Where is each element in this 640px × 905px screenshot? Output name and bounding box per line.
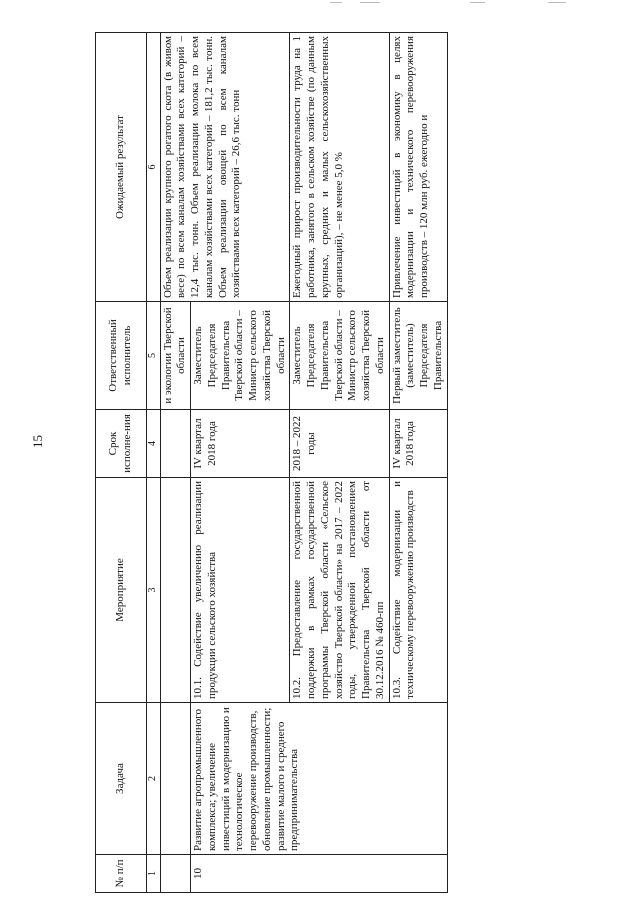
column-index: 3 [147, 478, 161, 703]
term-cell: IV квартал 2018 года [389, 410, 447, 478]
column-index: 4 [147, 410, 161, 478]
column-index: 6 [147, 33, 161, 302]
header-number: № п/п [96, 855, 147, 893]
header-task: Задача [96, 703, 147, 855]
term-cell: 2018 – 2022 годы [290, 410, 389, 478]
header-result: Ожидаемый результат [96, 33, 147, 302]
executor-cell: Заместитель Председателя Правительства Тверской области – Министр сельского хозяйства Тверской области [290, 302, 389, 410]
task-cell: Развитие агропромышленного комплекса; увеличение инвестиций в модернизацию и технологическое перевооружение производств, обновление промышленности; развитие малого и среднего предпринимательства [191, 703, 448, 855]
column-index-row [147, 33, 161, 893]
continued-result: Объем реализации крупного рогатого скота (в живом весе) по всем каналам хозяйствами всех категорий – 12,4 тыс. тонн. Объем реализации молока по всем каналам хозяйствами всех категорий – 181,2 тыс. тонн. Объем реализации овощей по всем каналам хозяйствами всех категорий – 26,6 тыс. тонн [160, 33, 290, 302]
executor-cell: Первый заместитель (заместитель) Председателя Правительства [389, 302, 447, 410]
header-row [96, 33, 147, 893]
activity-cell: 10.1. Содействие увеличению реализации продукции сельского хозяйства [191, 478, 290, 703]
action-plan-table [95, 32, 448, 893]
activity-cell: 10.2. Предоставление государственной поддержки в рамках государственной программы Тверской области «Сельское хозяйство Тверской области» на 2017 – 2022 годы, утвержденной постановлением Правительства Тверской области от 30.12.2016 № 460-пп [290, 478, 389, 703]
column-index: 1 [147, 855, 161, 893]
column-index: 5 [147, 302, 161, 410]
executor-cell: Заместитель Председателя Правительства Тверской области – Министр сельского хозяйства Тверской области [191, 302, 290, 410]
header-executor: Ответственный исполнитель [96, 302, 147, 410]
header-activity: Мероприятие [96, 478, 147, 703]
row-number: 10 [191, 855, 448, 893]
continued-executor: и экологии Тверской области [160, 302, 191, 410]
continued-row [160, 33, 191, 893]
result-cell: Ежегодный прирост производительности труда на 1 работника, занятого в сельском хозяйстве (по данным крупных, средних и малых сельскохозяйственных организаций), – не менее 5,0 % [290, 33, 389, 302]
rotated-table-container [95, 33, 535, 893]
term-cell: IV квартал 2018 года [191, 410, 290, 478]
activity-cell: 10.3. Содействие модернизации и техническому перевооружению производств [389, 478, 447, 703]
top-edge-marks [0, 0, 640, 10]
page-number: 15 [30, 435, 45, 448]
result-cell: Привлечение инвестиций в экономику в целях модернизации и технического перевооружения производств – 120 млн руб. ежегодно и [389, 33, 447, 302]
header-term: Срок исполне-ния [96, 410, 147, 478]
column-index: 2 [147, 703, 161, 855]
